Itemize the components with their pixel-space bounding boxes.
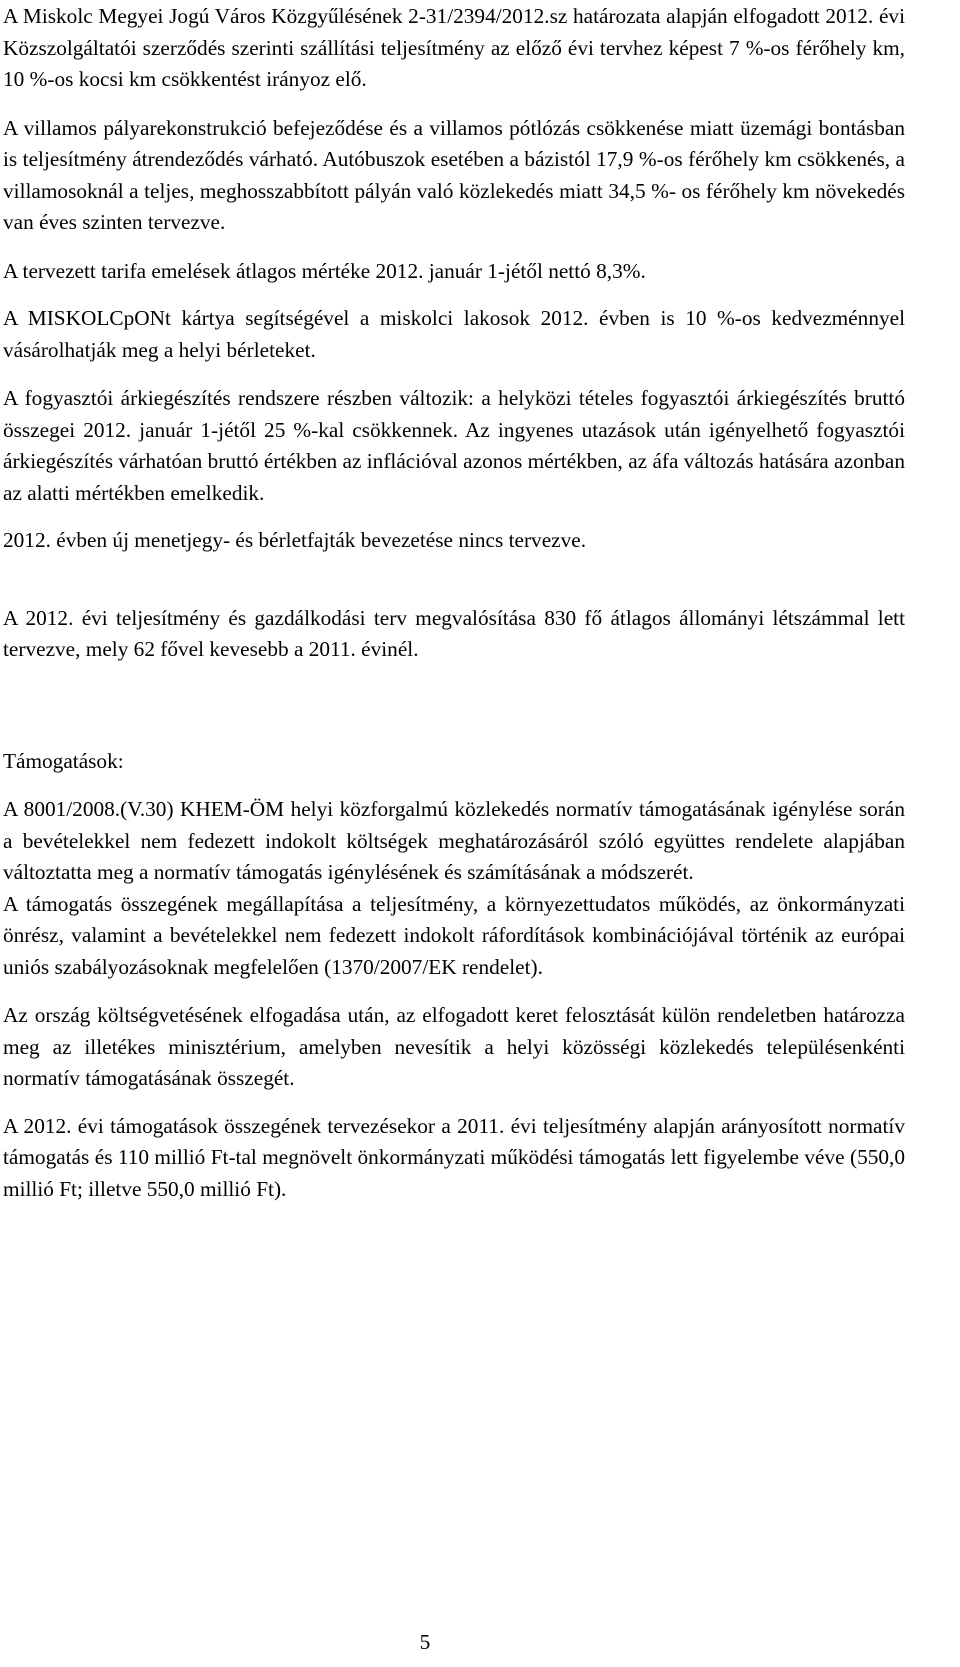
- document-body: [3, 0, 905, 1205]
- page-number: 5: [419, 1630, 431, 1654]
- paragraph-ticket-types: 2012. évben új menetjegy- és bérletfajták bevezetése nincs tervezve.: [3, 528, 587, 552]
- paragraph-tram-reconstruction: A villamos pályarekonstrukció befejeződése és a villamos pótlózás csökkenése miatt üzemági bontásban is teljesítmény átrendeződés várható. Autóbuszok esetében a bázistól 17,9 %-os férőhely km csökkenés, a villamosoknál a teljes, meghosszabbított pályán való közlekedés miatt 34,5 %- os férőhely km növekedés van éves szinten tervezve.: [3, 115, 905, 234]
- paragraph-contract-performance: A Miskolc Megyei Jogú Város Közgyűlésének 2-31/2394/2012.sz határozata alapján elfogadott 2012. évi Közszolgáltatói szerződés szerinti szállítási teljesítmény az előző évi tervhez képest 7 %-os férőhely km, 10 %-os kocsi km csökkentést irányoz elő.: [3, 4, 905, 91]
- paragraph-subsidy-calculation: A támogatás összegének megállapítása a teljesítmény, a környezettudatos működés, az önkormányzati önrész, valamint a bevételekkel nem fedezett indokolt ráfordítások kombinációjával történik az európai uniós szabályozásoknak megfelelően (1370/2007/EK rendelet).: [3, 891, 905, 979]
- paragraph-staff-headcount: A 2012. évi teljesítmény és gazdálkodási terv megvalósítása 830 fő átlagos állományi létszámmal lett tervezve, mely 62 fővel kevesebb a 2011. évinél.: [3, 605, 905, 661]
- section-title-subsidies: Támogatások:: [3, 748, 124, 773]
- paragraph-subsidy-planning: A 2012. évi támogatások összegének tervezésekor a 2011. évi teljesítmény alapján arányosított normatív támogatás és 110 millió Ft-tal megnövelt önkormányzati működési támogatás lett figyelembe véve (550,0 millió Ft; illetve 550,0 millió Ft).: [3, 1113, 905, 1201]
- paragraph-budget-allocation: Az ország költségvetésének elfogadása után, az elfogadott keret felosztását külön rendeletben határozza meg az illetékes minisztérium, amelyben nevesítik a helyi közösségi közlekedés településenkénti normatív támogatásának összegét.: [3, 1003, 905, 1090]
- paragraph-tariff-increase: A tervezett tarifa emelések átlagos mértéke 2012. január 1-jétől nettó 8,3%.: [3, 258, 646, 283]
- paragraph-khem-decree: A 8001/2008.(V.30) KHEM-ÖM helyi közforgalmú közlekedés normatív támogatásának igénylése során a bevételekkel nem fedezett indokolt költségek meghatározásáról szóló együttes rendelete alapjában változtatta meg a normatív támogatás igénylésének és számításának a módszerét.: [3, 797, 905, 884]
- paragraph-miskolcpont-card: A MISKOLCpONt kártya segítségével a miskolci lakosok 2012. évben is 10 %-os kedvezménnyel vásárolhatják meg a helyi bérleteket.: [3, 306, 905, 362]
- paragraph-price-supplement: A fogyasztói árkiegészítés rendszere részben változik: a helyközi tételes fogyasztói árkiegészítés bruttó összegei 2012. január 1-jétől 25 %-kal csökkennek. Az ingyenes utazások után igényelhető fogyasztói árkiegészítés várhatóan bruttó értékben az inflációval azonos mértékben, az áfa változás hatására azonban az alatti mértékben emelkedik.: [3, 386, 905, 505]
